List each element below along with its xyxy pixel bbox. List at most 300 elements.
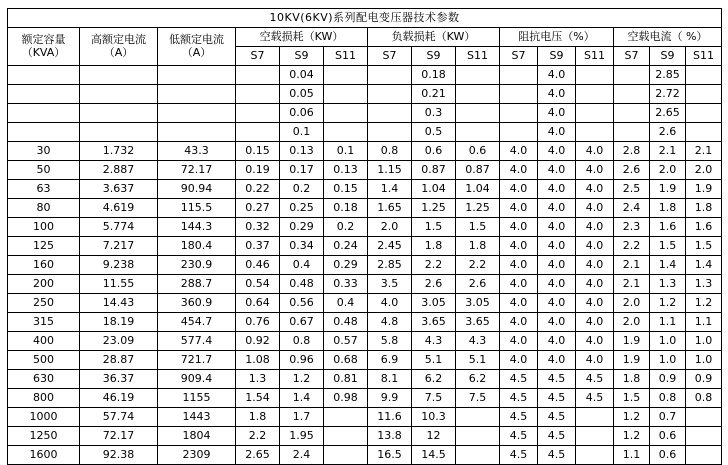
cell-impedance-1: 4.0	[538, 85, 576, 104]
cell-no_load_loss-0: 1.8	[236, 408, 280, 427]
table-row	[8, 275, 722, 294]
subheader-no-load-loss-s9: S9	[280, 47, 324, 66]
cell-no_load_current-0	[614, 85, 650, 104]
cell-load_loss-2: 1.04	[456, 180, 500, 199]
cell-load_loss-1: 1.04	[412, 180, 456, 199]
cell-load_loss-1: 10.3	[412, 408, 456, 427]
cell-no_load_loss-2	[324, 427, 368, 446]
cell-impedance-1: 4.0	[538, 66, 576, 85]
cell-capacity: 250	[8, 294, 80, 313]
cell-load_loss-0: 2.85	[368, 256, 412, 275]
subheader-no-load-loss-s7: S7	[236, 47, 280, 66]
cell-lv: 144.3	[158, 218, 236, 237]
cell-lv: 288.7	[158, 275, 236, 294]
cell-capacity: 160	[8, 256, 80, 275]
cell-lv: 1443	[158, 408, 236, 427]
cell-load_loss-0: 1.65	[368, 199, 412, 218]
subheader-no-load-current-s9: S9	[650, 47, 686, 66]
cell-no_load_current-2: 1.0	[686, 332, 722, 351]
cell-no_load_current-2: 1.5	[686, 237, 722, 256]
cell-load_loss-1: 2.2	[412, 256, 456, 275]
cell-hv: 5.774	[80, 218, 158, 237]
cell-no_load_loss-2: 0.24	[324, 237, 368, 256]
cell-no_load_loss-1: 0.17	[280, 161, 324, 180]
cell-impedance-2	[576, 123, 614, 142]
cell-no_load_current-1: 1.4	[650, 256, 686, 275]
cell-no_load_loss-0: 0.76	[236, 313, 280, 332]
cell-no_load_current-2: 0.9	[686, 370, 722, 389]
cell-load_loss-2	[456, 123, 500, 142]
cell-load_loss-0: 6.9	[368, 351, 412, 370]
cell-no_load_loss-0	[236, 85, 280, 104]
cell-no_load_loss-0	[236, 104, 280, 123]
cell-no_load_loss-0: 0.19	[236, 161, 280, 180]
cell-impedance-1: 4.0	[538, 123, 576, 142]
cell-impedance-1: 4.0	[538, 218, 576, 237]
cell-load_loss-0: 5.8	[368, 332, 412, 351]
cell-impedance-2: 4.0	[576, 237, 614, 256]
cell-load_loss-1: 0.6	[412, 142, 456, 161]
cell-no_load_loss-0: 0.27	[236, 199, 280, 218]
cell-no_load_current-0: 2.8	[614, 142, 650, 161]
cell-load_loss-0: 4.0	[368, 294, 412, 313]
cell-capacity: 50	[8, 161, 80, 180]
cell-no_load_loss-0: 0.64	[236, 294, 280, 313]
cell-no_load_current-0: 2.2	[614, 237, 650, 256]
cell-no_load_current-2: 1.6	[686, 218, 722, 237]
table-row	[8, 256, 722, 275]
cell-impedance-1: 4.0	[538, 180, 576, 199]
cell-no_load_loss-2: 0.1	[324, 142, 368, 161]
cell-no_load_current-2	[686, 66, 722, 85]
cell-hv: 11.55	[80, 275, 158, 294]
cell-load_loss-0	[368, 66, 412, 85]
table-row	[8, 123, 722, 142]
table-row	[8, 161, 722, 180]
cell-no_load_current-0: 2.0	[614, 294, 650, 313]
cell-impedance-2: 4.0	[576, 294, 614, 313]
cell-no_load_current-2: 2.1	[686, 142, 722, 161]
cell-no_load_loss-0: 2.2	[236, 427, 280, 446]
cell-load_loss-2	[456, 85, 500, 104]
cell-hv: 7.217	[80, 237, 158, 256]
cell-impedance-2	[576, 446, 614, 465]
cell-no_load_current-0: 1.2	[614, 408, 650, 427]
cell-capacity: 1600	[8, 446, 80, 465]
cell-no_load_loss-2	[324, 408, 368, 427]
cell-hv: 1.732	[80, 142, 158, 161]
cell-no_load_current-1: 1.5	[650, 237, 686, 256]
cell-load_loss-0: 1.15	[368, 161, 412, 180]
cell-lv: 1155	[158, 389, 236, 408]
table-row	[8, 142, 722, 161]
cell-no_load_current-0: 2.1	[614, 256, 650, 275]
cell-load_loss-2: 0.87	[456, 161, 500, 180]
cell-load_loss-1: 5.1	[412, 351, 456, 370]
cell-no_load_current-1: 1.6	[650, 218, 686, 237]
table-row	[8, 408, 722, 427]
cell-lv: 909.4	[158, 370, 236, 389]
table-row	[8, 332, 722, 351]
cell-capacity: 1000	[8, 408, 80, 427]
cell-no_load_current-2: 1.3	[686, 275, 722, 294]
cell-impedance-0: 4.0	[500, 161, 538, 180]
cell-no_load_loss-2	[324, 123, 368, 142]
cell-load_loss-0: 2.0	[368, 218, 412, 237]
cell-load_loss-2: 6.2	[456, 370, 500, 389]
cell-no_load_loss-1: 1.95	[280, 427, 324, 446]
cell-load_loss-0	[368, 123, 412, 142]
cell-no_load_current-0: 1.5	[614, 389, 650, 408]
cell-no_load_current-0: 2.3	[614, 218, 650, 237]
cell-load_loss-2: 3.05	[456, 294, 500, 313]
cell-capacity: 63	[8, 180, 80, 199]
cell-lv: 115.5	[158, 199, 236, 218]
cell-impedance-1: 4.0	[538, 256, 576, 275]
cell-no_load_loss-1: 0.13	[280, 142, 324, 161]
cell-load_loss-1: 2.6	[412, 275, 456, 294]
table-row	[8, 199, 722, 218]
subheader-impedance-s11: S11	[576, 47, 614, 66]
cell-load_loss-1: 1.25	[412, 199, 456, 218]
cell-impedance-1: 4.5	[538, 446, 576, 465]
cell-no_load_loss-1: 0.05	[280, 85, 324, 104]
cell-load_loss-0: 13.8	[368, 427, 412, 446]
cell-hv: 72.17	[80, 427, 158, 446]
header-lv-rated-current: 低额定电流 （A）	[158, 28, 236, 66]
cell-capacity: 315	[8, 313, 80, 332]
cell-impedance-1: 4.0	[538, 275, 576, 294]
cell-no_load_loss-1: 2.4	[280, 446, 324, 465]
cell-impedance-1: 4.0	[538, 351, 576, 370]
cell-hv: 2.887	[80, 161, 158, 180]
cell-impedance-1: 4.5	[538, 427, 576, 446]
cell-load_loss-2: 2.6	[456, 275, 500, 294]
table-row	[8, 389, 722, 408]
cell-lv: 454.7	[158, 313, 236, 332]
cell-impedance-2	[576, 66, 614, 85]
cell-no_load_loss-2: 0.33	[324, 275, 368, 294]
cell-no_load_current-2	[686, 446, 722, 465]
cell-no_load_loss-2	[324, 66, 368, 85]
cell-impedance-0	[500, 104, 538, 123]
cell-impedance-0: 4.5	[500, 389, 538, 408]
subheader-no-load-current-s7: S7	[614, 47, 650, 66]
cell-no_load_current-2	[686, 85, 722, 104]
cell-impedance-0: 4.0	[500, 256, 538, 275]
cell-no_load_current-1: 2.85	[650, 66, 686, 85]
cell-lv: 230.9	[158, 256, 236, 275]
cell-load_loss-0: 8.1	[368, 370, 412, 389]
cell-load_loss-2: 3.65	[456, 313, 500, 332]
cell-hv: 92.38	[80, 446, 158, 465]
table-row	[8, 237, 722, 256]
cell-hv: 9.238	[80, 256, 158, 275]
cell-impedance-0: 4.0	[500, 199, 538, 218]
cell-no_load_loss-2	[324, 104, 368, 123]
cell-no_load_loss-0: 1.3	[236, 370, 280, 389]
cell-no_load_current-0	[614, 66, 650, 85]
cell-no_load_loss-2: 0.68	[324, 351, 368, 370]
cell-no_load_current-1: 1.8	[650, 199, 686, 218]
cell-no_load_loss-1: 1.2	[280, 370, 324, 389]
cell-no_load_current-1: 2.6	[650, 123, 686, 142]
cell-capacity: 30	[8, 142, 80, 161]
cell-no_load_loss-1: 0.48	[280, 275, 324, 294]
subheader-no-load-current-s11: S11	[686, 47, 722, 66]
cell-capacity: 1250	[8, 427, 80, 446]
cell-no_load_current-2: 2.0	[686, 161, 722, 180]
cell-impedance-2	[576, 427, 614, 446]
cell-no_load_loss-0: 2.65	[236, 446, 280, 465]
cell-no_load_current-0: 1.2	[614, 427, 650, 446]
cell-capacity: 800	[8, 389, 80, 408]
cell-load_loss-2: 4.3	[456, 332, 500, 351]
cell-no_load_loss-2: 0.18	[324, 199, 368, 218]
cell-impedance-1: 4.5	[538, 389, 576, 408]
cell-no_load_current-1: 0.9	[650, 370, 686, 389]
cell-no_load_loss-1: 0.34	[280, 237, 324, 256]
cell-load_loss-1: 6.2	[412, 370, 456, 389]
cell-load_loss-0: 2.45	[368, 237, 412, 256]
table-row	[8, 427, 722, 446]
cell-impedance-0: 4.0	[500, 351, 538, 370]
cell-no_load_current-1: 2.0	[650, 161, 686, 180]
cell-load_loss-2: 1.25	[456, 199, 500, 218]
page-title: 10KV(6KV)系列配电变压器技术参数	[8, 9, 722, 28]
cell-no_load_loss-0: 0.37	[236, 237, 280, 256]
subheader-impedance-s7: S7	[500, 47, 538, 66]
cell-load_loss-2: 1.8	[456, 237, 500, 256]
cell-hv: 36.37	[80, 370, 158, 389]
cell-lv: 43.3	[158, 142, 236, 161]
cell-impedance-1: 4.5	[538, 408, 576, 427]
cell-load_loss-0	[368, 85, 412, 104]
cell-impedance-2: 4.0	[576, 256, 614, 275]
cell-capacity: 125	[8, 237, 80, 256]
cell-capacity: 400	[8, 332, 80, 351]
cell-impedance-1: 4.0	[538, 142, 576, 161]
cell-no_load_loss-1: 1.4	[280, 389, 324, 408]
cell-no_load_current-1: 1.3	[650, 275, 686, 294]
cell-impedance-0	[500, 66, 538, 85]
cell-no_load_loss-1: 0.56	[280, 294, 324, 313]
cell-no_load_loss-0: 1.54	[236, 389, 280, 408]
cell-impedance-2: 4.0	[576, 313, 614, 332]
cell-load_loss-0: 4.8	[368, 313, 412, 332]
cell-no_load_loss-1: 1.7	[280, 408, 324, 427]
cell-no_load_current-1: 2.65	[650, 104, 686, 123]
cell-hv: 57.74	[80, 408, 158, 427]
cell-capacity	[8, 104, 80, 123]
cell-lv: 360.9	[158, 294, 236, 313]
cell-impedance-0: 4.0	[500, 332, 538, 351]
cell-hv: 18.19	[80, 313, 158, 332]
cell-impedance-2: 4.0	[576, 275, 614, 294]
cell-no_load_current-0: 2.1	[614, 275, 650, 294]
cell-no_load_current-1: 2.1	[650, 142, 686, 161]
header-no-load-loss: 空载损耗（KW）	[236, 28, 368, 47]
cell-impedance-2: 4.0	[576, 351, 614, 370]
cell-impedance-0: 4.0	[500, 237, 538, 256]
group-header-row	[8, 28, 722, 47]
cell-capacity: 630	[8, 370, 80, 389]
cell-load_loss-0: 3.5	[368, 275, 412, 294]
table-row	[8, 370, 722, 389]
cell-load_loss-1: 0.3	[412, 104, 456, 123]
cell-no_load_current-2	[686, 123, 722, 142]
cell-load_loss-0: 9.9	[368, 389, 412, 408]
cell-impedance-2: 4.0	[576, 180, 614, 199]
cell-impedance-1: 4.5	[538, 370, 576, 389]
header-no-load-current: 空载电流（ %）	[614, 28, 722, 47]
cell-no_load_loss-0: 0.22	[236, 180, 280, 199]
cell-load_loss-0: 0.8	[368, 142, 412, 161]
table-row	[8, 180, 722, 199]
cell-load_loss-2	[456, 104, 500, 123]
cell-impedance-2: 4.0	[576, 199, 614, 218]
cell-hv: 46.19	[80, 389, 158, 408]
cell-impedance-0: 4.5	[500, 370, 538, 389]
cell-no_load_current-1: 1.0	[650, 351, 686, 370]
cell-load_loss-0	[368, 104, 412, 123]
cell-no_load_current-2: 1.0	[686, 351, 722, 370]
cell-no_load_loss-2: 0.29	[324, 256, 368, 275]
cell-lv: 1804	[158, 427, 236, 446]
header-hv-rated-current: 高额定电流 （A）	[80, 28, 158, 66]
cell-no_load_loss-0: 0.92	[236, 332, 280, 351]
cell-load_loss-1: 14.5	[412, 446, 456, 465]
cell-no_load_loss-1: 0.06	[280, 104, 324, 123]
cell-impedance-2	[576, 408, 614, 427]
cell-load_loss-1: 0.87	[412, 161, 456, 180]
cell-no_load_loss-2: 0.13	[324, 161, 368, 180]
cell-lv	[158, 123, 236, 142]
subheader-load-loss-s11: S11	[456, 47, 500, 66]
cell-hv: 23.09	[80, 332, 158, 351]
cell-no_load_loss-0: 0.32	[236, 218, 280, 237]
table-title-row	[8, 9, 722, 28]
cell-impedance-0: 4.5	[500, 446, 538, 465]
cell-no_load_current-0: 2.6	[614, 161, 650, 180]
cell-hv: 14.43	[80, 294, 158, 313]
cell-no_load_loss-2	[324, 446, 368, 465]
cell-load_loss-1: 0.18	[412, 66, 456, 85]
cell-capacity: 500	[8, 351, 80, 370]
cell-capacity	[8, 85, 80, 104]
cell-load_loss-2: 7.5	[456, 389, 500, 408]
table-row	[8, 66, 722, 85]
cell-impedance-1: 4.0	[538, 313, 576, 332]
header-rated-capacity: 额定容量 （KVA）	[8, 28, 80, 66]
cell-no_load_current-2: 1.1	[686, 313, 722, 332]
cell-load_loss-1: 12	[412, 427, 456, 446]
cell-impedance-2	[576, 104, 614, 123]
cell-no_load_loss-2: 0.4	[324, 294, 368, 313]
cell-no_load_current-0: 1.9	[614, 332, 650, 351]
cell-lv: 72.17	[158, 161, 236, 180]
table-row	[8, 294, 722, 313]
cell-no_load_loss-1: 0.04	[280, 66, 324, 85]
cell-impedance-0: 4.0	[500, 275, 538, 294]
cell-impedance-2	[576, 85, 614, 104]
subheader-impedance-s9: S9	[538, 47, 576, 66]
cell-no_load_current-1: 1.2	[650, 294, 686, 313]
cell-no_load_current-1: 1.0	[650, 332, 686, 351]
cell-hv	[80, 123, 158, 142]
cell-impedance-0	[500, 123, 538, 142]
cell-lv: 721.7	[158, 351, 236, 370]
cell-no_load_current-0: 2.0	[614, 313, 650, 332]
cell-no_load_loss-1: 0.1	[280, 123, 324, 142]
cell-load_loss-1: 4.3	[412, 332, 456, 351]
cell-no_load_loss-1: 0.29	[280, 218, 324, 237]
cell-no_load_current-2: 0.8	[686, 389, 722, 408]
subheader-no-load-loss-s11: S11	[324, 47, 368, 66]
table-row	[8, 218, 722, 237]
cell-capacity	[8, 66, 80, 85]
cell-impedance-0: 4.5	[500, 408, 538, 427]
cell-no_load_current-2: 1.4	[686, 256, 722, 275]
cell-impedance-2: 4.0	[576, 332, 614, 351]
cell-load_loss-2	[456, 427, 500, 446]
cell-no_load_loss-1: 0.4	[280, 256, 324, 275]
header-load-loss: 负载损耗（KW）	[368, 28, 500, 47]
table-row	[8, 446, 722, 465]
cell-hv	[80, 85, 158, 104]
cell-no_load_loss-1: 0.67	[280, 313, 324, 332]
cell-load_loss-2: 5.1	[456, 351, 500, 370]
cell-no_load_current-2	[686, 427, 722, 446]
cell-capacity	[8, 123, 80, 142]
cell-load_loss-1: 1.5	[412, 218, 456, 237]
table-row	[8, 85, 722, 104]
cell-impedance-0: 4.0	[500, 294, 538, 313]
cell-load_loss-2	[456, 446, 500, 465]
cell-no_load_loss-0: 1.08	[236, 351, 280, 370]
cell-no_load_loss-0: 0.46	[236, 256, 280, 275]
cell-impedance-1: 4.0	[538, 104, 576, 123]
cell-no_load_loss-1: 0.96	[280, 351, 324, 370]
cell-no_load_current-1: 1.9	[650, 180, 686, 199]
cell-impedance-1: 4.0	[538, 237, 576, 256]
cell-load_loss-2	[456, 408, 500, 427]
cell-impedance-1: 4.0	[538, 199, 576, 218]
cell-no_load_loss-0	[236, 123, 280, 142]
table-row	[8, 351, 722, 370]
cell-capacity: 100	[8, 218, 80, 237]
cell-no_load_loss-1: 0.8	[280, 332, 324, 351]
cell-load_loss-2: 2.2	[456, 256, 500, 275]
cell-no_load_current-1: 0.8	[650, 389, 686, 408]
cell-no_load_current-0: 1.8	[614, 370, 650, 389]
table-row	[8, 313, 722, 332]
cell-impedance-2: 4.0	[576, 218, 614, 237]
cell-load_loss-1: 3.65	[412, 313, 456, 332]
cell-no_load_current-0: 1.9	[614, 351, 650, 370]
cell-no_load_loss-0	[236, 66, 280, 85]
cell-lv: 2309	[158, 446, 236, 465]
cell-no_load_current-2: 1.8	[686, 199, 722, 218]
cell-no_load_current-2	[686, 408, 722, 427]
cell-no_load_current-0: 2.5	[614, 180, 650, 199]
transformer-parameters-table	[7, 8, 722, 465]
cell-load_loss-0: 11.6	[368, 408, 412, 427]
cell-impedance-1: 4.0	[538, 294, 576, 313]
cell-lv: 180.4	[158, 237, 236, 256]
cell-no_load_loss-0: 0.54	[236, 275, 280, 294]
cell-no_load_loss-2: 0.48	[324, 313, 368, 332]
